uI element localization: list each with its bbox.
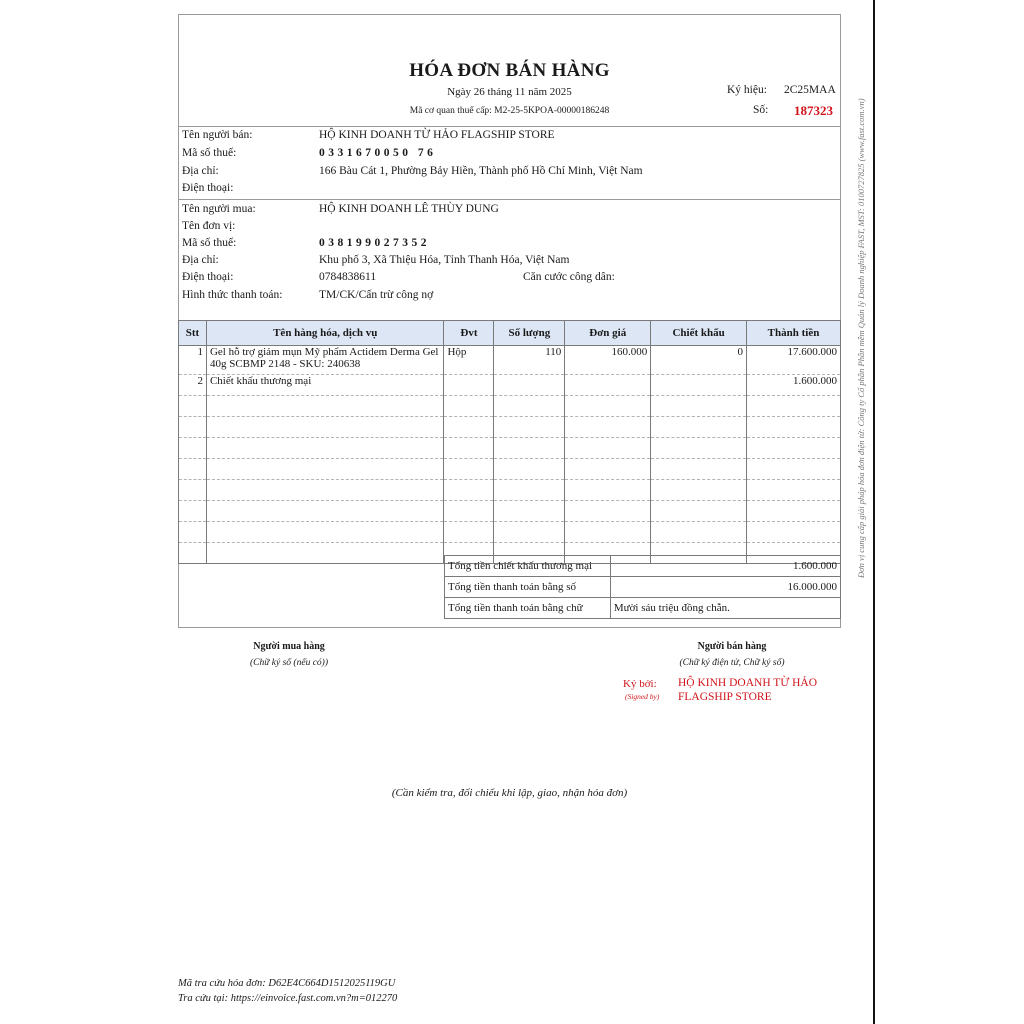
seller-address: 166 Bàu Cát 1, Phường Bảy Hiền, Thành phố Hồ Chí Minh, Việt Nam [319,165,643,177]
row-qty: 110 [494,346,565,375]
row-unit [444,375,494,396]
empty-row [179,480,841,501]
buyer-id-label: Căn cước công dân: [523,271,615,283]
tax-authority-code: Mã cơ quan thuế cấp: M2-25-5KPOA-00000186248 [409,106,610,116]
col-header-stt: Stt [179,321,207,346]
buyer-phone-label: Điện thoại: [182,271,234,283]
divider [178,126,841,127]
invoice-number: 187323 [794,103,833,118]
buyer-name: HỘ KINH DOANH LÊ THÙY DUNG [319,203,499,215]
row-price: 160.000 [565,346,651,375]
total-pay-words-row [445,598,841,619]
empty-row [179,438,841,459]
signer-name-line1: HỘ KINH DOANH TỪ HẢO [678,677,818,689]
empty-row [179,459,841,480]
signed-by-label: Ký bởi: [623,678,657,690]
row-stt: 1 [179,346,207,375]
invoice-date: Ngày 26 tháng 11 năm 2025 [447,86,572,98]
payment-method: TM/CK/Cấn trừ công nợ [319,289,434,301]
seller-name-label: Tên người bán: [182,129,253,141]
total-pay-number-value: 16.000.000 [610,577,840,598]
seller-signature-note: (Chữ ký điện tử, Chữ ký số) [679,658,785,668]
signed-by-label-en: (Signed by) [625,692,660,701]
total-pay-words-value: Mười sáu triệu đồng chẵn. [610,598,840,619]
row-amount: 17.600.000 [747,346,841,375]
buyer-signature-title: Người mua hàng [253,641,325,652]
col-header-name: Tên hàng hóa, dịch vụ [206,321,444,346]
row-discount: 0 [651,346,747,375]
col-header-unit: Đvt [444,321,494,346]
check-note: (Cần kiểm tra, đối chiếu khi lập, giao, nhận hóa đơn) [391,787,628,799]
buyer-tax-label: Mã số thuế: [182,237,237,249]
row-stt: 2 [179,375,207,396]
seller-address-label: Địa chỉ: [182,165,219,177]
row-unit: Hộp [444,346,494,375]
lookup-url[interactable]: Tra cứu tại: https://einvoice.fast.com.vn?m=012270 [178,993,398,1004]
row-price [565,375,651,396]
buyer-phone: 0784838611 [319,271,377,283]
row-discount [651,375,747,396]
buyer-address: Khu phố 3, Xã Thiệu Hóa, Tỉnh Thanh Hóa, Việt Nam [319,254,570,266]
seller-tax-code: 0331670050 76 [319,147,437,159]
col-header-qty: Số lượng [494,321,565,346]
signer-name-line2: FLAGSHIP STORE [678,691,772,703]
buyer-address-label: Địa chỉ: [182,254,219,266]
buyer-tax-code: 038199027352 [319,237,430,249]
total-pay-words-label: Tổng tiền thanh toán bằng chữ [445,598,611,619]
lookup-code: Mã tra cứu hóa đơn: D62E4C664D1512025119GU [178,978,396,989]
seller-signature-title: Người bán hàng [697,641,767,652]
items-table [178,320,841,564]
total-pay-number-row [445,577,841,598]
empty-row [179,522,841,543]
ky-hieu-value: 2C25MAA [784,84,836,96]
table-header-row [179,321,841,346]
seller-phone-label: Điện thoại: [182,182,234,194]
col-header-discount: Chiết khấu [651,321,747,346]
empty-row [179,417,841,438]
so-label: Số: [753,104,769,116]
row-item-name: Gel hỗ trợ giảm mụn Mỹ phẩm Actidem Derma Gel 40g SCBMP 2148 - SKU: 240638 [206,346,444,375]
payment-method-label: Hình thức thanh toán: [182,289,283,301]
row-item-name: Chiết khấu thương mại [206,375,444,396]
provider-note: Đơn vị cung cấp giải pháp hóa đơn điện tử: Công ty Cổ phần Phần mềm Quản lý Doanh nghiệp FAST, MST: 0100727825 (www.fast.com.vn) [856,98,866,578]
total-discount-row [445,556,841,577]
buyer-name-label: Tên người mua: [182,203,256,215]
total-discount-value: 1.600.000 [610,556,840,577]
divider [178,199,841,200]
total-pay-number-label: Tổng tiền thanh toán bằng số [445,577,611,598]
seller-name: HỘ KINH DOANH TỪ HẢO FLAGSHIP STORE [319,129,555,141]
totals-table [444,555,841,619]
col-header-amount: Thành tiền [747,321,841,346]
invoice-title: HÓA ĐƠN BÁN HÀNG [409,60,610,81]
table-row [179,346,841,375]
buyer-signature-note: (Chữ ký số (nếu có)) [250,658,328,668]
table-row [179,375,841,396]
empty-row [179,501,841,522]
row-amount: 1.600.000 [747,375,841,396]
row-qty [494,375,565,396]
seller-tax-label: Mã số thuế: [182,147,237,159]
total-discount-label: Tổng tiền chiết khấu thương mại [445,556,611,577]
empty-row [179,396,841,417]
ky-hieu-label: Ký hiệu: [727,84,767,96]
page-edge-line [873,0,875,1024]
col-header-price: Đơn giá [565,321,651,346]
buyer-unit-label: Tên đơn vị: [182,220,236,232]
